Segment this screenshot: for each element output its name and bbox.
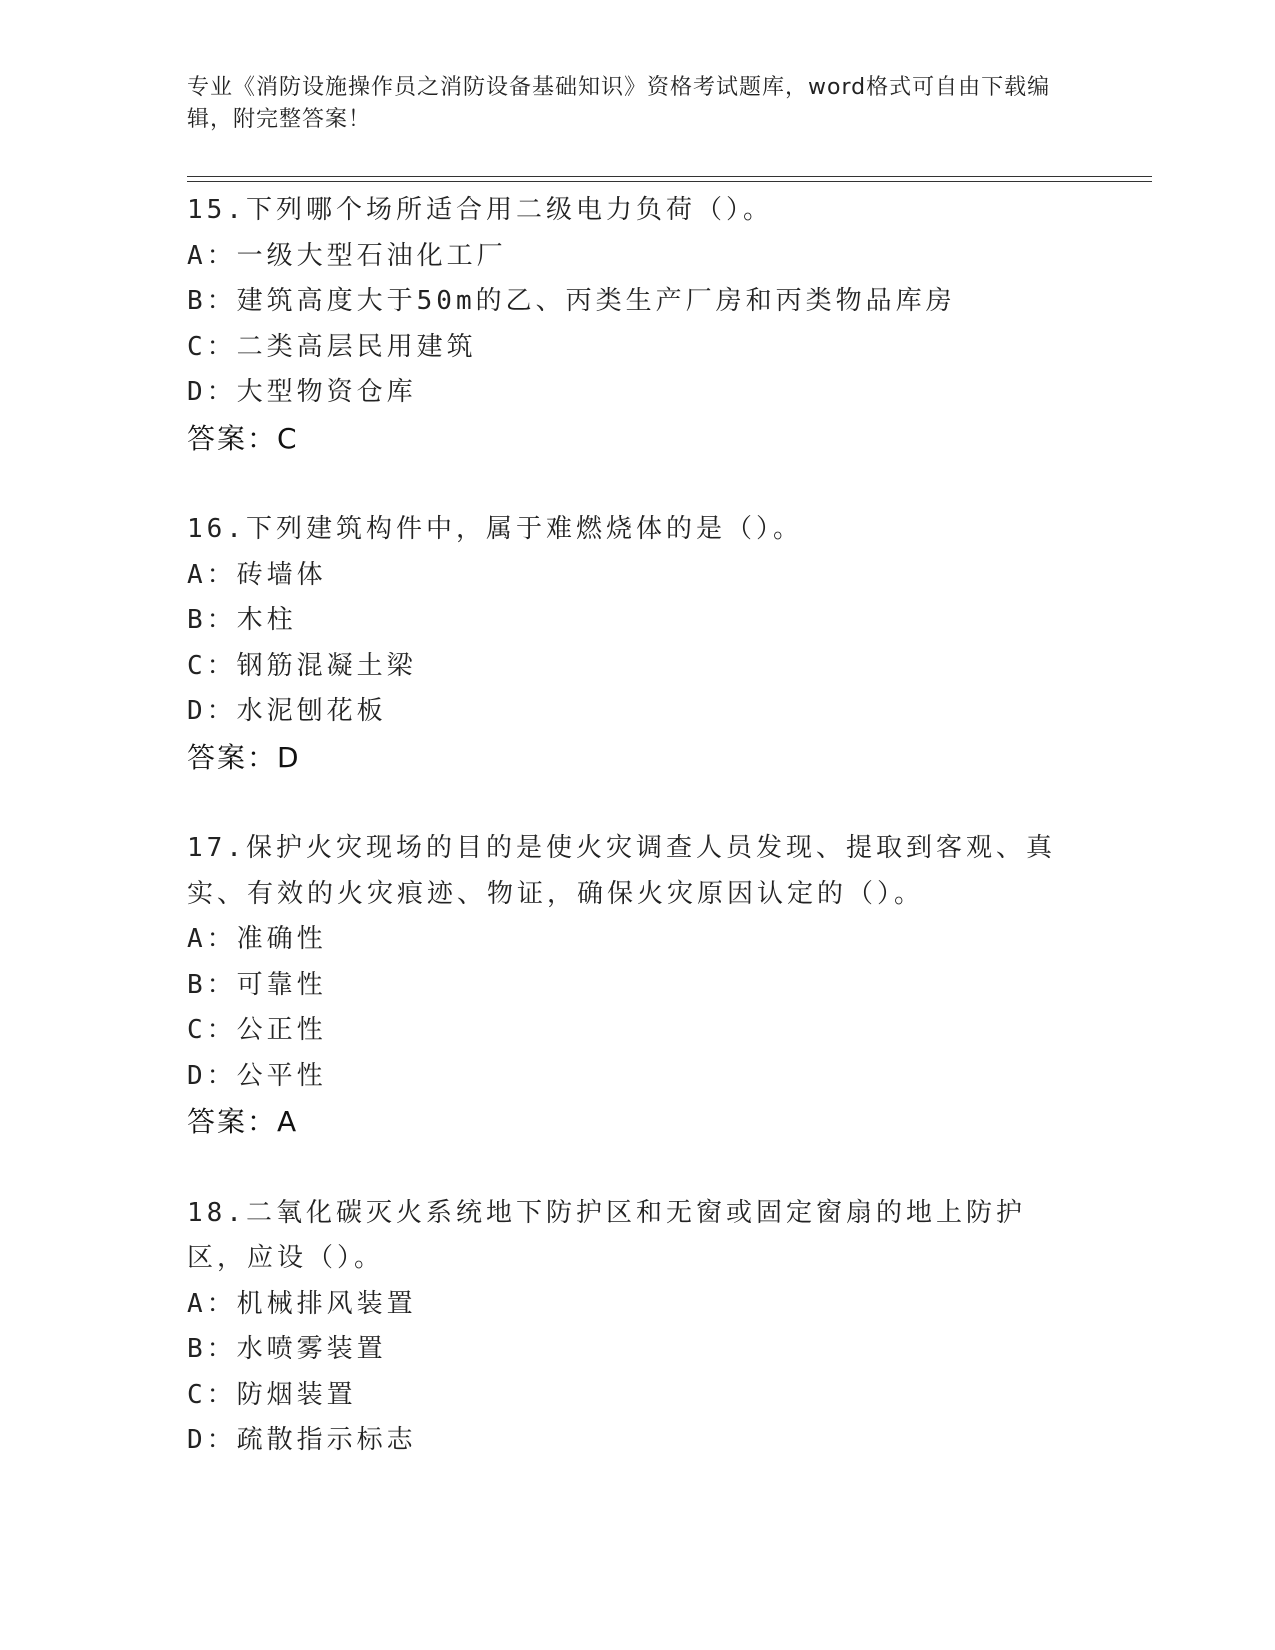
header-divider-bottom — [187, 181, 1152, 182]
question-stem: 17.保护火灾现场的目的是使火灾调查人员发现、提取到客观、真实、有效的火灾痕迹、物证，确保火灾原因认定的（）。 — [187, 833, 1056, 909]
answer-label: 答案：A — [187, 1105, 299, 1138]
option-a: A：机械排风装置 — [187, 1288, 417, 1319]
question-15 — [187, 188, 1087, 461]
question-list — [187, 188, 1087, 1510]
option-b: B：建筑高度大于50m的乙、丙类生产厂房和丙类物品库房 — [187, 286, 956, 316]
option-b: B：木柱 — [187, 605, 297, 635]
answer-label: 答案：C — [187, 421, 299, 455]
option-a: A：一级大型石油化工厂 — [187, 240, 507, 271]
option-a: A：准确性 — [187, 924, 327, 954]
question-stem: 18.二氧化碳灭火系统地下防护区和无窗或固定窗扇的地上防护区，应设（）。 — [187, 1197, 1026, 1273]
answer-label: 答案：D — [187, 740, 301, 774]
document-header: 专业《消防设施操作员之消防设备基础知识》资格考试题库，word格式可自由下载编辑，附完整答案！ — [187, 75, 1051, 132]
question-stem: 16.下列建筑构件中，属于难燃烧体的是（）。 — [187, 514, 803, 544]
question-18 — [187, 1191, 1087, 1464]
option-d: D：水泥刨花板 — [187, 696, 387, 726]
option-c: C：钢筋混凝土梁 — [187, 650, 417, 681]
option-d: D：疏散指示标志 — [187, 1425, 417, 1455]
question-16 — [187, 507, 1087, 780]
header-divider-top — [187, 176, 1152, 177]
option-b: B：可靠性 — [187, 969, 327, 1000]
option-c: C：二类高层民用建筑 — [187, 331, 477, 362]
option-c: C：公正性 — [187, 1015, 327, 1045]
option-d: D：大型物资仓库 — [187, 377, 417, 407]
question-17 — [187, 826, 1087, 1145]
option-c: C：防烟装置 — [187, 1379, 357, 1410]
option-a: A：砖墙体 — [187, 559, 327, 590]
option-b: B：水喷雾装置 — [187, 1334, 387, 1364]
option-d: D：公平性 — [187, 1060, 327, 1091]
question-stem: 15.下列哪个场所适合用二级电力负荷（）。 — [187, 195, 773, 225]
